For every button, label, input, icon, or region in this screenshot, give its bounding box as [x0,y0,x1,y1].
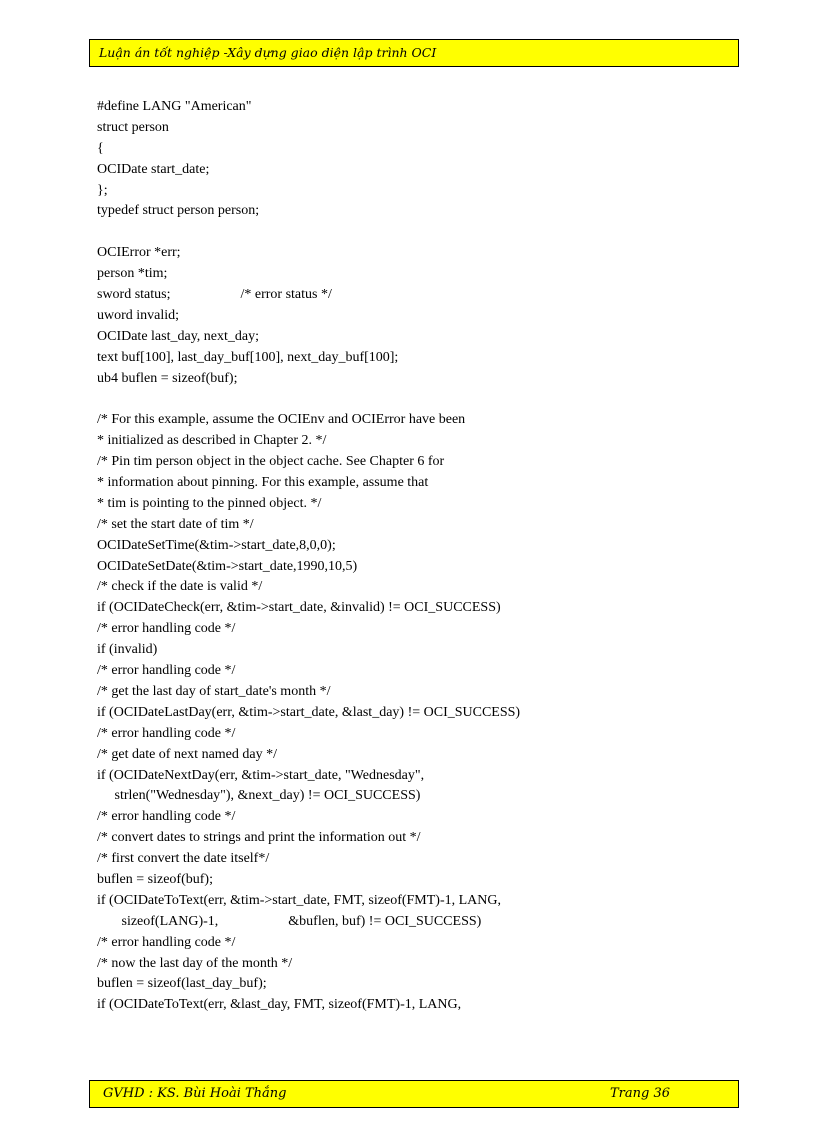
code-line: /* error handling code */ [97,663,236,679]
code-line: buflen = sizeof(last_day_buf); [97,976,267,992]
code-line: if (OCIDateNextDay(err, &tim->start_date, "Wednesday", [97,767,425,783]
code-line: * tim is pointing to the pinned object. */ [97,495,322,511]
code-line: /* convert dates to strings and print the information out */ [97,830,421,846]
footer-advisor: GVHD : KS. Bùi Hoài Thắng [103,1086,287,1101]
code-line: { [97,140,104,156]
code-line: OCIDateSetDate(&tim->start_date,1990,10,5) [97,558,358,574]
code-line: /* now the last day of the month */ [97,955,293,971]
page-header [89,39,739,67]
code-line: strlen("Wednesday"), &next_day) != OCI_SUCCESS) [97,788,421,804]
code-line: * initialized as described in Chapter 2. */ [97,433,327,449]
code-line [97,389,717,410]
code-line: /* get date of next named day */ [97,746,277,762]
header-title: Luận án tốt nghiệp -Xây dựng giao diện lập trình OCI [99,45,437,60]
code-line: /* For this example, assume the OCIEnv and OCIError have been [97,412,466,428]
code-line: ub4 buflen = sizeof(buf); [97,370,238,386]
code-line: if (invalid) [97,642,158,658]
code-line: OCIDate last_day, next_day; [97,328,259,344]
code-line: uword invalid; [97,307,180,323]
code-line: OCIDateSetTime(&tim->start_date,8,0,0); [97,537,336,553]
code-line: /* error handling code */ [97,725,236,741]
code-line: }; [97,182,108,198]
code-line: if (OCIDateToText(err, &last_day, FMT, sizeof(FMT)-1, LANG, [97,997,462,1013]
code-listing [97,97,717,1016]
code-line: /* error handling code */ [97,934,236,950]
code-line [97,222,717,243]
code-line: OCIDate start_date; [97,161,210,177]
code-line: #define LANG "American" [97,99,252,114]
code-line: * information about pinning. For this example, assume that [97,475,429,491]
code-line: sizeof(LANG)-1, &buflen, buf) != OCI_SUCCESS) [97,913,482,929]
code-line: /* set the start date of tim */ [97,516,254,532]
code-line: sword status; /* error status */ [97,287,332,303]
code-line: /* error handling code */ [97,621,236,637]
code-line: /* Pin tim person object in the object cache. See Chapter 6 for [97,454,445,470]
code-line: if (OCIDateToText(err, &tim->start_date, FMT, sizeof(FMT)-1, LANG, [97,892,502,908]
code-line: person *tim; [97,266,168,282]
code-line: buflen = sizeof(buf); [97,871,213,887]
code-line: text buf[100], last_day_buf[100], next_day_buf[100]; [97,349,399,365]
code-line: OCIError *err; [97,245,181,261]
code-line: if (OCIDateCheck(err, &tim->start_date, &invalid) != OCI_SUCCESS) [97,600,501,616]
code-line: /* get the last day of start_date's month */ [97,683,331,699]
page-footer [89,1080,739,1108]
code-line: /* first convert the date itself*/ [97,851,270,867]
footer-page-number: Trang 36 [609,1086,670,1101]
code-line: struct person [97,119,169,135]
code-line: if (OCIDateLastDay(err, &tim->start_date, &last_day) != OCI_SUCCESS) [97,704,521,720]
code-line: typedef struct person person; [97,203,260,219]
code-line: /* error handling code */ [97,809,236,825]
code-line: /* check if the date is valid */ [97,579,263,595]
